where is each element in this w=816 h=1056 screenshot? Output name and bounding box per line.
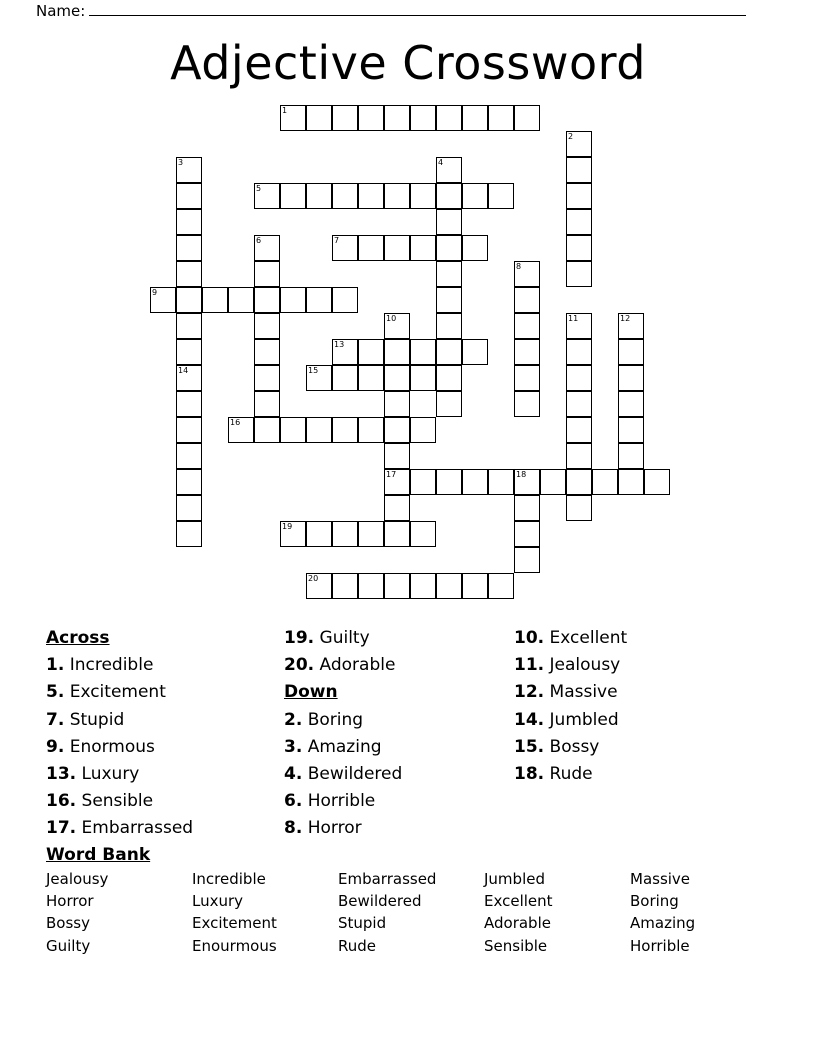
grid-cell[interactable] bbox=[332, 417, 358, 443]
word-bank-word: Embarrassed bbox=[338, 870, 437, 888]
clue-across-19: 19. Guilty bbox=[284, 628, 370, 648]
word-bank-word: Stupid bbox=[338, 914, 387, 933]
grid-cell-number: 18 bbox=[516, 470, 527, 479]
grid-cell[interactable] bbox=[254, 261, 280, 287]
grid-cell[interactable] bbox=[566, 365, 592, 391]
grid-cell[interactable] bbox=[176, 443, 202, 469]
grid-cell[interactable] bbox=[644, 469, 670, 495]
grid-cell[interactable] bbox=[254, 235, 280, 261]
grid-cell[interactable] bbox=[514, 495, 540, 521]
grid-cell[interactable] bbox=[618, 417, 644, 443]
grid-cell[interactable] bbox=[618, 365, 644, 391]
grid-cell[interactable] bbox=[176, 313, 202, 339]
word-bank-word: Horror bbox=[46, 892, 94, 911]
word-bank-grid bbox=[46, 868, 776, 957]
word-bank-column bbox=[192, 868, 338, 957]
grid-cell[interactable] bbox=[462, 469, 488, 495]
grid-cell[interactable] bbox=[176, 391, 202, 417]
grid-cell[interactable] bbox=[436, 261, 462, 287]
grid-cell[interactable] bbox=[358, 105, 384, 131]
grid-cell-number: 16 bbox=[230, 418, 241, 427]
word-bank-word: Luxury bbox=[192, 892, 244, 911]
grid-cell-number: 9 bbox=[152, 288, 158, 297]
grid-cell[interactable] bbox=[436, 157, 462, 183]
clue-across-16: 16. Sensible bbox=[46, 791, 154, 812]
grid-cell[interactable] bbox=[358, 183, 384, 209]
grid-cell[interactable] bbox=[306, 573, 332, 599]
grid-cell[interactable] bbox=[358, 417, 384, 443]
page-title: Adjective Crossword bbox=[170, 36, 646, 90]
grid-cell[interactable] bbox=[436, 573, 462, 599]
grid-cell[interactable] bbox=[228, 287, 254, 313]
word-bank-word: Bossy bbox=[46, 914, 90, 933]
grid-cell[interactable] bbox=[280, 417, 306, 443]
word-bank-column bbox=[484, 868, 630, 957]
word-bank-word: Bewildered bbox=[338, 892, 422, 911]
word-bank-heading: Word Bank bbox=[46, 845, 151, 865]
grid-cell[interactable] bbox=[384, 235, 410, 261]
word-bank-word: Horrible bbox=[630, 936, 690, 955]
grid-cell[interactable] bbox=[462, 573, 488, 599]
grid-cell[interactable] bbox=[566, 495, 592, 521]
grid-cell-number: 10 bbox=[386, 314, 397, 323]
grid-cell[interactable] bbox=[436, 105, 462, 131]
clue-across-9: 9. Enormous bbox=[46, 736, 155, 757]
grid-cell[interactable] bbox=[280, 287, 306, 313]
grid-cell[interactable] bbox=[410, 521, 436, 547]
grid-cell[interactable] bbox=[410, 235, 436, 261]
grid-cell[interactable] bbox=[176, 521, 202, 547]
clue-across-1: 1. Incredible bbox=[46, 655, 154, 676]
grid-cell[interactable] bbox=[306, 183, 332, 209]
grid-cell[interactable] bbox=[436, 183, 462, 209]
grid-cell[interactable] bbox=[566, 261, 592, 287]
grid-cell[interactable] bbox=[332, 365, 358, 391]
grid-cell[interactable] bbox=[332, 287, 358, 313]
grid-cell[interactable] bbox=[566, 339, 592, 365]
grid-cell[interactable] bbox=[384, 105, 410, 131]
grid-cell[interactable] bbox=[514, 521, 540, 547]
grid-cell[interactable] bbox=[254, 417, 280, 443]
clue-across-13: 13. Luxury bbox=[46, 763, 140, 784]
word-bank-column bbox=[46, 868, 192, 957]
grid-cell[interactable] bbox=[514, 339, 540, 365]
grid-cell[interactable] bbox=[384, 469, 410, 495]
grid-cell[interactable] bbox=[618, 339, 644, 365]
grid-cell[interactable] bbox=[410, 183, 436, 209]
grid-cell[interactable] bbox=[436, 209, 462, 235]
clues-column-1 bbox=[46, 625, 284, 843]
clue-down-8: 8. Horror bbox=[284, 818, 362, 839]
name-label: Name: bbox=[36, 2, 86, 20]
clue-down-15: 15. Bossy bbox=[514, 736, 600, 757]
grid-cell[interactable] bbox=[150, 287, 176, 313]
grid-cell[interactable] bbox=[462, 235, 488, 261]
word-bank-column bbox=[338, 868, 484, 957]
grid-cell[interactable] bbox=[176, 183, 202, 209]
grid-cell[interactable] bbox=[514, 391, 540, 417]
clue-down-3: 3. Amazing bbox=[284, 736, 382, 757]
grid-cell-number: 7 bbox=[334, 236, 340, 245]
grid-cell[interactable] bbox=[488, 183, 514, 209]
grid-cell[interactable] bbox=[306, 287, 332, 313]
clues-section bbox=[46, 625, 776, 843]
grid-cell[interactable] bbox=[176, 417, 202, 443]
grid-cell[interactable] bbox=[176, 209, 202, 235]
grid-cell[interactable] bbox=[176, 495, 202, 521]
clue-down-10: 10. Excellent bbox=[514, 628, 628, 648]
grid-cell[interactable] bbox=[618, 313, 644, 339]
name-row bbox=[36, 2, 746, 20]
grid-cell[interactable] bbox=[566, 443, 592, 469]
grid-cell[interactable] bbox=[332, 183, 358, 209]
grid-cell-number: 8 bbox=[516, 262, 522, 271]
grid-cell[interactable] bbox=[410, 573, 436, 599]
grid-cell[interactable] bbox=[254, 287, 280, 313]
grid-cell[interactable] bbox=[514, 261, 540, 287]
word-bank-word: Jealousy bbox=[46, 870, 109, 888]
grid-cell[interactable] bbox=[436, 313, 462, 339]
down-heading: Down bbox=[284, 682, 338, 703]
grid-cell[interactable] bbox=[410, 105, 436, 131]
grid-cell[interactable] bbox=[436, 469, 462, 495]
grid-cell[interactable] bbox=[618, 443, 644, 469]
grid-cell[interactable] bbox=[410, 339, 436, 365]
grid-cell[interactable] bbox=[254, 365, 280, 391]
grid-cell[interactable] bbox=[358, 235, 384, 261]
grid-cell[interactable] bbox=[514, 313, 540, 339]
grid-cell[interactable] bbox=[410, 417, 436, 443]
grid-cell[interactable] bbox=[436, 365, 462, 391]
grid-cell[interactable] bbox=[462, 105, 488, 131]
grid-cell[interactable] bbox=[436, 391, 462, 417]
crossword-grid[interactable] bbox=[0, 105, 816, 605]
word-bank-word: Amazing bbox=[630, 914, 696, 933]
grid-cell[interactable] bbox=[436, 339, 462, 365]
grid-cell[interactable] bbox=[566, 469, 592, 495]
grid-cell-number: 3 bbox=[178, 158, 184, 167]
grid-cell[interactable] bbox=[280, 105, 306, 131]
grid-cell[interactable] bbox=[176, 157, 202, 183]
grid-cell[interactable] bbox=[566, 313, 592, 339]
clue-down-18: 18. Rude bbox=[514, 763, 593, 784]
word-bank-word: Adorable bbox=[484, 914, 551, 933]
grid-cell[interactable] bbox=[514, 547, 540, 573]
grid-cell[interactable] bbox=[514, 287, 540, 313]
clue-across-5: 5. Excitement bbox=[46, 682, 166, 703]
grid-cell[interactable] bbox=[280, 183, 306, 209]
grid-cell[interactable] bbox=[384, 339, 410, 365]
grid-cell[interactable] bbox=[592, 469, 618, 495]
grid-cell[interactable] bbox=[462, 183, 488, 209]
clue-down-14: 14. Jumbled bbox=[514, 709, 619, 730]
word-bank-word: Guilty bbox=[46, 936, 91, 955]
grid-cell[interactable] bbox=[514, 365, 540, 391]
word-bank-word: Excitement bbox=[192, 914, 277, 933]
grid-cell[interactable] bbox=[358, 573, 384, 599]
grid-cell[interactable] bbox=[176, 469, 202, 495]
grid-cell[interactable] bbox=[280, 521, 306, 547]
grid-cell-number: 11 bbox=[568, 314, 579, 323]
clue-across-7: 7. Stupid bbox=[46, 709, 125, 730]
grid-cell[interactable] bbox=[566, 235, 592, 261]
grid-cell[interactable] bbox=[540, 469, 566, 495]
grid-cell[interactable] bbox=[306, 417, 332, 443]
grid-cell-number: 2 bbox=[568, 132, 574, 141]
grid-cell[interactable] bbox=[488, 469, 514, 495]
grid-cell[interactable] bbox=[436, 287, 462, 313]
grid-cell-number: 15 bbox=[308, 366, 319, 375]
clue-down-2: 2. Boring bbox=[284, 709, 364, 730]
word-bank-word: Sensible bbox=[484, 936, 548, 955]
grid-cell[interactable] bbox=[514, 469, 540, 495]
grid-cell[interactable] bbox=[410, 469, 436, 495]
grid-cell[interactable] bbox=[566, 157, 592, 183]
grid-cell[interactable] bbox=[384, 443, 410, 469]
grid-cell[interactable] bbox=[566, 131, 592, 157]
grid-cell[interactable] bbox=[228, 417, 254, 443]
grid-cell-number: 17 bbox=[386, 470, 397, 479]
grid-cell[interactable] bbox=[566, 183, 592, 209]
word-bank-column bbox=[630, 868, 776, 957]
clue-across-17: 17. Embarrassed bbox=[46, 818, 194, 839]
grid-cell-number: 14 bbox=[178, 366, 189, 375]
grid-cell-number: 12 bbox=[620, 314, 631, 323]
grid-cell-number: 13 bbox=[334, 340, 345, 349]
name-write-in-line[interactable] bbox=[89, 2, 746, 16]
clue-down-4: 4. Bewildered bbox=[284, 763, 403, 784]
grid-cell[interactable] bbox=[254, 183, 280, 209]
grid-cell[interactable] bbox=[254, 313, 280, 339]
word-bank-word: Boring bbox=[630, 892, 679, 911]
grid-cell[interactable] bbox=[566, 417, 592, 443]
grid-cell[interactable] bbox=[488, 573, 514, 599]
grid-cell[interactable] bbox=[618, 469, 644, 495]
grid-cell-number: 4 bbox=[438, 158, 444, 167]
word-bank-word: Jumbled bbox=[484, 870, 545, 888]
grid-cell[interactable] bbox=[202, 287, 228, 313]
grid-cell[interactable] bbox=[384, 183, 410, 209]
grid-cell-number: 19 bbox=[282, 522, 293, 531]
grid-cell[interactable] bbox=[566, 209, 592, 235]
word-bank-section bbox=[46, 845, 776, 957]
grid-cell[interactable] bbox=[618, 391, 644, 417]
clues-column-3 bbox=[514, 625, 754, 788]
grid-cell[interactable] bbox=[254, 339, 280, 365]
grid-cell[interactable] bbox=[384, 417, 410, 443]
grid-cell[interactable] bbox=[176, 235, 202, 261]
grid-cell[interactable] bbox=[332, 339, 358, 365]
clue-down-12: 12. Massive bbox=[514, 682, 618, 703]
grid-cell[interactable] bbox=[332, 235, 358, 261]
grid-cell[interactable] bbox=[436, 235, 462, 261]
clue-down-6: 6. Horrible bbox=[284, 791, 376, 812]
grid-cell[interactable] bbox=[384, 573, 410, 599]
grid-cell[interactable] bbox=[384, 365, 410, 391]
grid-cell[interactable] bbox=[384, 391, 410, 417]
word-bank-word: Rude bbox=[338, 936, 377, 955]
grid-cell[interactable] bbox=[254, 391, 280, 417]
grid-cell[interactable] bbox=[488, 105, 514, 131]
grid-cell[interactable] bbox=[176, 287, 202, 313]
word-bank-word: Enourmous bbox=[192, 936, 277, 955]
grid-cell-number: 5 bbox=[256, 184, 262, 193]
grid-cell[interactable] bbox=[176, 261, 202, 287]
clue-across-20: 20. Adorable bbox=[284, 655, 396, 676]
grid-cell[interactable] bbox=[514, 105, 540, 131]
clue-down-11: 11. Jealousy bbox=[514, 655, 621, 676]
grid-cell[interactable] bbox=[306, 365, 332, 391]
across-heading: Across bbox=[46, 628, 110, 648]
grid-cell-number: 1 bbox=[282, 106, 288, 115]
grid-cell[interactable] bbox=[306, 105, 332, 131]
clues-column-2 bbox=[284, 625, 514, 843]
word-bank-word: Excellent bbox=[484, 892, 553, 911]
grid-cell[interactable] bbox=[358, 521, 384, 547]
grid-cell[interactable] bbox=[332, 105, 358, 131]
grid-cell-number: 20 bbox=[308, 574, 319, 583]
grid-cell[interactable] bbox=[384, 521, 410, 547]
grid-cell[interactable] bbox=[332, 573, 358, 599]
grid-cell[interactable] bbox=[332, 521, 358, 547]
grid-cell[interactable] bbox=[358, 339, 384, 365]
grid-cell-number: 6 bbox=[256, 236, 262, 245]
grid-cell[interactable] bbox=[176, 339, 202, 365]
grid-cell[interactable] bbox=[462, 339, 488, 365]
grid-cell[interactable] bbox=[306, 521, 332, 547]
grid-cell[interactable] bbox=[384, 313, 410, 339]
grid-cell[interactable] bbox=[410, 365, 436, 391]
word-bank-word: Incredible bbox=[192, 870, 266, 888]
grid-cell[interactable] bbox=[384, 495, 410, 521]
grid-cell[interactable] bbox=[566, 391, 592, 417]
word-bank-word: Massive bbox=[630, 870, 691, 888]
grid-cell[interactable] bbox=[176, 365, 202, 391]
grid-cell[interactable] bbox=[358, 365, 384, 391]
